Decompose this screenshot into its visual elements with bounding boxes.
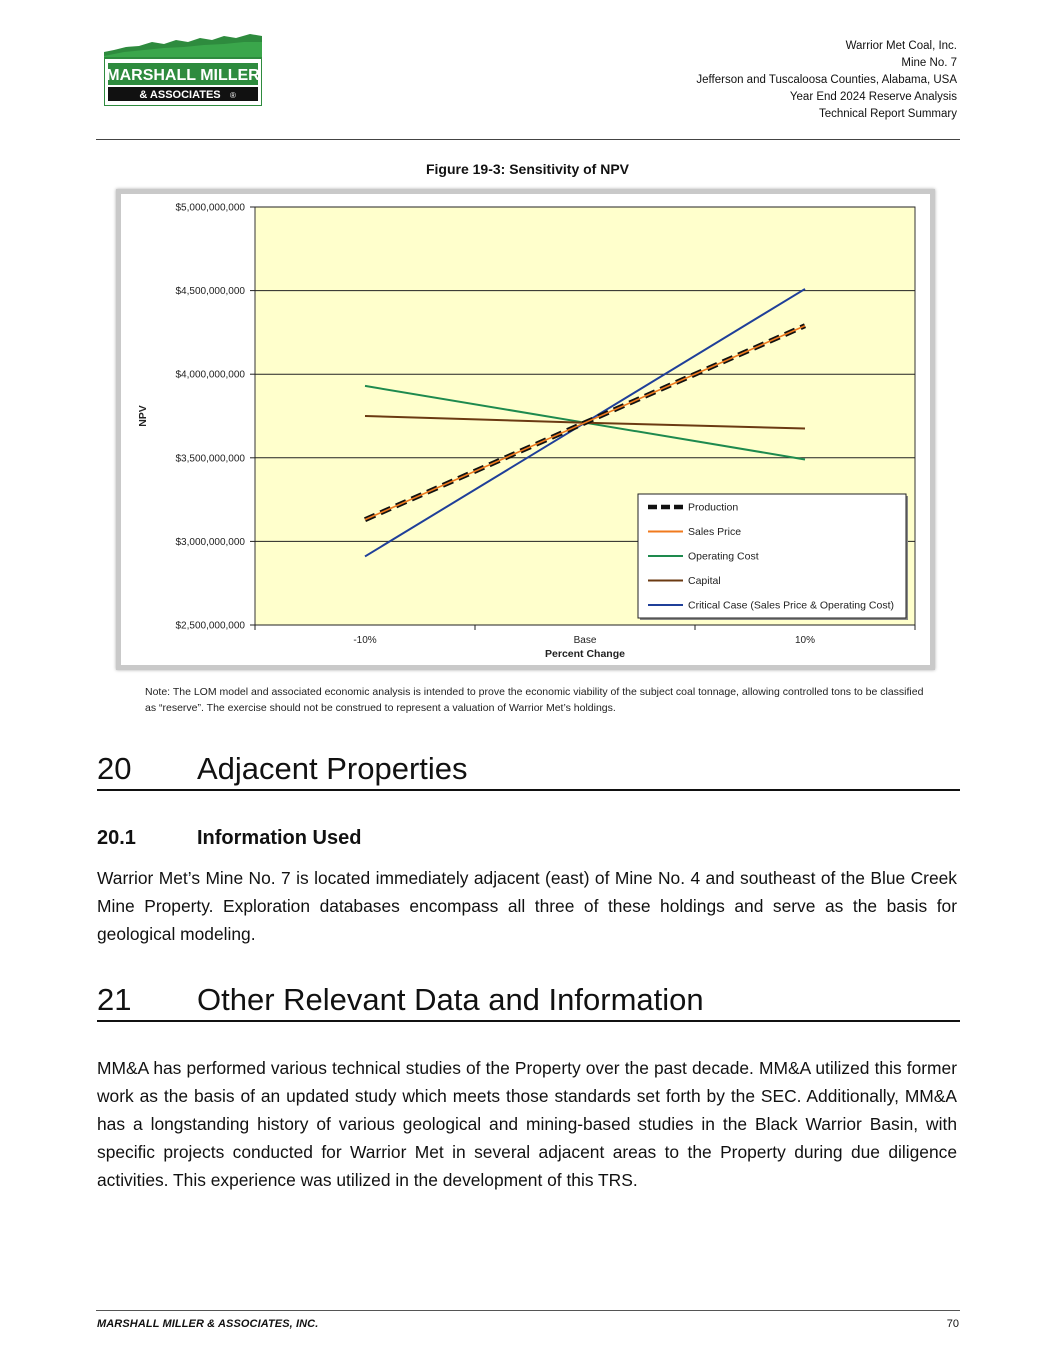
y-tick-label: $3,000,000,000 xyxy=(175,536,245,548)
section-21-heading xyxy=(97,982,960,1022)
header-report-type: Technical Report Summary xyxy=(818,108,957,120)
legend-label-operating-cost: Operating Cost xyxy=(688,550,759,563)
y-tick-label: $3,500,000,000 xyxy=(175,453,245,465)
section-20-title: Adjacent Properties xyxy=(197,751,468,786)
page-number: 70 xyxy=(946,1318,959,1330)
y-tick-label: $4,000,000,000 xyxy=(175,369,245,381)
legend-label-critical-case-sales-price-operating-cost: Critical Case (Sales Price & Operating Cost) xyxy=(688,599,894,612)
legend-label-sales-price: Sales Price xyxy=(688,526,742,538)
header-analysis: Year End 2024 Reserve Analysis xyxy=(789,91,957,103)
legend-label-production: Production xyxy=(688,501,739,514)
section-21-text: MM&A has performed various technical studies of the Property over the past decade. MM&A utilized this former work as the basis of an updated study which meets those standards set forth by the SEC. Additionally, MM&A has a longstanding history of various geological and mining-based studies in the Black Warrior Basin, with specific projects conducted for Warrior Met in several adjacent areas to the Property during due diligence activities. This experience was utilized in the development of this TRS. xyxy=(97,1058,957,1190)
subsection-20-1-heading xyxy=(97,827,361,850)
header-location: Jefferson and Tuscaloosa Counties, Alabama, USA xyxy=(696,74,957,86)
legend-label-capital: Capital xyxy=(688,575,721,587)
y-tick-label: $2,500,000,000 xyxy=(175,620,245,632)
x-axis-label: Percent Change xyxy=(545,648,625,660)
subsection-20-1-text: Warrior Met’s Mine No. 7 is located immediately adjacent (east) of Mine No. 4 and southeast of the Blue Creek Mine Property. Exploration databases encompass all three of these holdings and serve as the basis for geological modeling. xyxy=(97,868,957,944)
section-20-number: 20 xyxy=(97,751,132,786)
logo-top-text: MARSHALL MILLER xyxy=(106,67,260,84)
section-21-title: Other Relevant Data and Information xyxy=(197,982,704,1017)
logo-bottom-text: & ASSOCIATES xyxy=(139,89,221,101)
logo-registered-mark: ® xyxy=(230,91,236,100)
header-mine: Mine No. 7 xyxy=(901,57,957,69)
subsection-20-1-title: Information Used xyxy=(197,827,362,849)
x-tick-label: 10% xyxy=(794,635,816,646)
subsection-20-1-number: 20.1 xyxy=(97,827,136,849)
npv-sensitivity-chart xyxy=(116,189,935,670)
y-tick-label: $5,000,000,000 xyxy=(175,202,245,214)
footer-divider xyxy=(96,1310,960,1311)
section-21-number: 21 xyxy=(97,982,132,1017)
footer-company: MARSHALL MILLER & ASSOCIATES, INC. xyxy=(97,1318,319,1330)
header-company: Warrior Met Coal, Inc. xyxy=(845,40,957,52)
figure-caption: Figure 19-3: Sensitivity of NPV xyxy=(425,161,630,177)
y-tick-label: $4,500,000,000 xyxy=(175,286,245,298)
x-tick-label: -10% xyxy=(353,635,377,646)
company-logo xyxy=(104,30,262,106)
header-info xyxy=(696,38,957,123)
section-20-heading xyxy=(97,751,960,791)
chart-note: Note: The LOM model and associated economic analysis is intended to prove the economic viability of the subject coal tonnage, allowing controlled tons to be classified as “reserve”. The exercise should not be construed to represent a valuation of Warrior Met’s holdings. xyxy=(145,686,924,714)
header-divider xyxy=(96,139,960,140)
y-axis-label: NPV xyxy=(137,405,149,427)
x-tick-label: Base xyxy=(573,635,597,646)
